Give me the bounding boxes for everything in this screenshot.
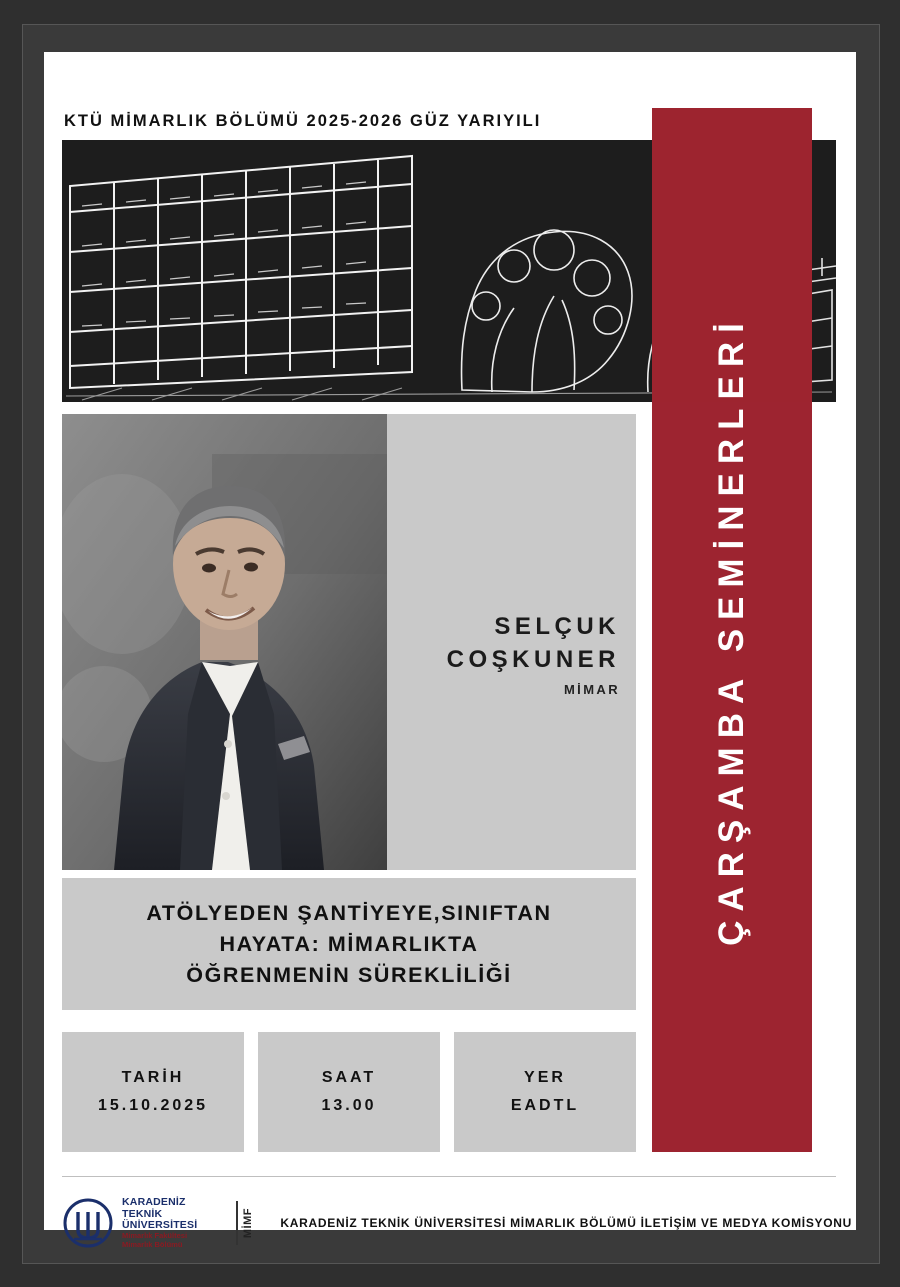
- ktu-logo-icon: [62, 1197, 114, 1249]
- speaker-name-panel: [387, 414, 636, 870]
- date-value: 15.10.2025: [97, 1097, 209, 1114]
- logo-line-3: Mimarlık Fakültesi: [122, 1231, 188, 1241]
- logo-line-1: KARADENİZ: [122, 1195, 186, 1208]
- speaker-name: [447, 610, 620, 697]
- info-box-venue: [454, 1032, 636, 1152]
- logo-line-2: TEKNİK ÜNİVERSİTESİ: [122, 1207, 198, 1232]
- date-label: TARİH: [121, 1069, 185, 1086]
- series-banner-text: ÇARŞAMBA SEMİNERLERİ: [712, 314, 751, 946]
- logo-line-4: Mimarlık Bölümü: [122, 1239, 183, 1249]
- venue-label: YER: [524, 1069, 566, 1086]
- venue-value: EADTL: [510, 1097, 580, 1114]
- ktu-logo-text: [122, 1197, 226, 1249]
- mimf-label: MİMF: [242, 1207, 255, 1239]
- talk-title-line-2: HAYATA: MİMARLIKTA: [219, 931, 479, 956]
- info-box-date: [62, 1032, 244, 1152]
- poster-kicker: KTÜ MİMARLIK BÖLÜMÜ 2025-2026 GÜZ YARIYILI: [64, 112, 542, 130]
- time-value: 13.00: [321, 1097, 377, 1114]
- speaker-section: [62, 414, 636, 870]
- mimf-divider: [236, 1201, 238, 1245]
- talk-title-block: [62, 878, 636, 1010]
- talk-title-line-3: ÖĞRENMENİN SÜREKLİLİĞİ: [186, 962, 512, 987]
- series-banner-overlay: [652, 108, 812, 402]
- speaker-last-name: COŞKUNER: [446, 646, 620, 673]
- time-label: SAAT: [321, 1069, 377, 1086]
- mimf-mark: [236, 1199, 254, 1247]
- footer-divider: [62, 1176, 836, 1177]
- speaker-role: MİMAR: [563, 682, 620, 697]
- footer: [62, 1188, 852, 1258]
- event-info-row: [62, 1032, 636, 1152]
- footer-credit: KARADENİZ TEKNİK ÜNİVERSİTESİ MİMARLIK BÖLÜMÜ İLETİŞİM VE MEDYA KOMİSYONU: [280, 1216, 852, 1230]
- speaker-first-name: SELÇUK: [494, 613, 620, 640]
- info-box-time: [258, 1032, 440, 1152]
- talk-title-line-1: ATÖLYEDEN ŞANTİYEYE,SINIFTAN: [146, 900, 552, 925]
- speaker-photo: [62, 414, 387, 870]
